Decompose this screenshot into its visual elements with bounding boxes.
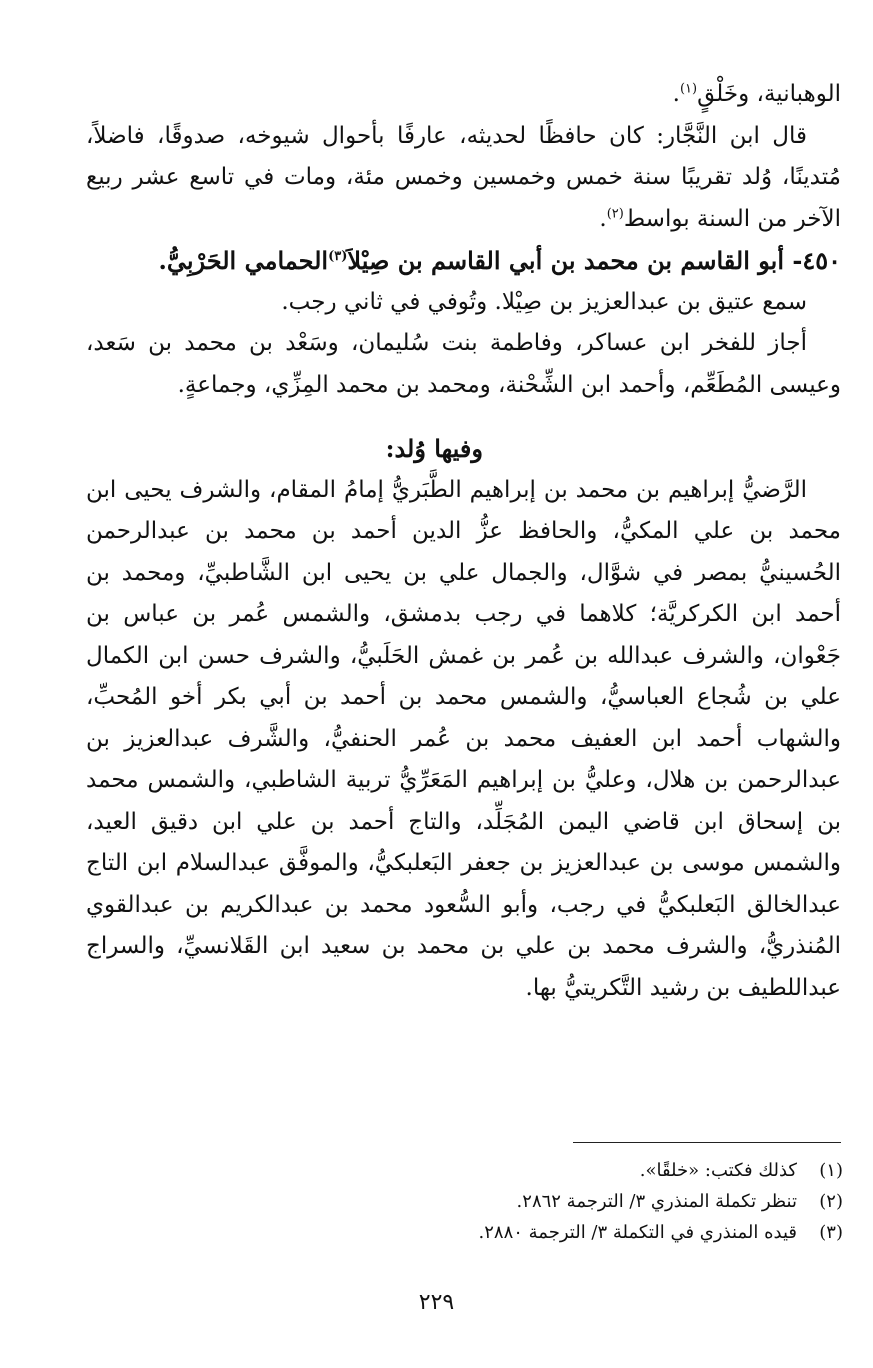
paragraph-1 [86,74,841,116]
footnote-number: (٣) [819,1222,843,1243]
footnote-text: قيده المنذري في التكملة ٣/ الترجمة ٢٨٨٠. [478,1222,797,1243]
footnotes [86,1155,843,1248]
footnote-text: كذلك فكتب: «خلقًا». [639,1160,797,1181]
section-heading: وفيها وُلد: [385,434,483,463]
footnote-2 [86,1186,843,1217]
footnote-ref-2: (٢) [606,205,624,221]
entry-name-part1: أبو القاسم بن محمد بن أبي القاسم بن صِيْلاَ [347,246,784,275]
paragraph-4: أجاز للفخر ابن عساكر، وفاطمة بنت سُليمان، وسَعْد بن محمد بن سَعد، وعيسى المُطَعِّم، وأحمد ابن الشِّحْنة، ومحمد بن محمد المِزِّي، وجماعةٍ. [86,330,841,398]
paragraph-2-text: قال ابن النَّجَّار: كان حافظًا لحديثه، عارفًا بأحوال شيوخه، صدوقًا، فاضلاً، مُتدينًا، وُلد تقريبًا سنة خمس وخمسين وخمس مئة، ومات في تاسع عشر ربيع الآخر من السنة بواسط [86,122,841,232]
paragraph-1-text: الوهبانية، وخَلْقٍ [697,81,841,107]
paragraph-2 [86,116,841,241]
footnote-ref-3: (٣) [328,249,348,264]
footnote-divider [573,1142,841,1143]
biography-entry-heading [86,240,841,282]
footnote-3 [86,1217,843,1248]
paragraph-1-end: . [672,81,680,107]
paragraph-2-end: . [599,205,607,232]
entry-name-part2: الحمامي الحَرْبِيُّ. [158,246,329,275]
footnote-number: (٢) [819,1191,843,1212]
paragraph-3: سمع عتيق بن عبدالعزيز بن صِيْلا. وتُوفي في ثاني رجب. [281,288,807,315]
entry-number: ٤٥٠- [792,246,841,275]
paragraph-5: الرَّضيُّ إبراهيم بن محمد بن إبراهيم الطَّبَريُّ إمامُ المقام، والشرف يحيى ابن محمد بن علي المكيُّ، والحافظ عزُّ الدين أحمد بن محمد بن عبدالرحمن الحُسينيُّ بمصر في شوَّال، والجمال علي بن يحيى ابن الشَّاطبيِّ، ومحمد بن أحمد ابن الكركريَّة؛ كلاهما في رجب بدمشق، والشمس عُمر بن عباس بن جَعْوان، والشرف عبدالله بن عُمر بن غمش الحَلَبيُّ، والشرف حسن ابن الكمال علي بن شُجاع العباسيُّ، والشمس محمد بن أحمد بن أبي بكر أخو المُحبِّ، والشهاب أحمد ابن العفيف محمد بن عُمر الحنفيُّ، والشَّرف عبدالعزيز بن عبدالرحمن بن هلال، وعليُّ بن إبراهيم المَعَرِّيُّ تربية الشاطبي، والشمس محمد بن إسحاق ابن قاضي اليمن المُجَلِّد، والتاج أحمد بن علي ابن دقيق العيد، والشمس موسى بن عبدالعزيز بن جعفر البَعلبكيُّ، والموفَّق عبدالسلام ابن التاج عبدالخالق البَعلبكيُّ في رجب، وأبو السُّعود محمد بن عبدالكريم بن عبدالقوي المُنذريُّ، والشرف محمد بن علي بن محمد بن سعيد ابن القَلانسيِّ، والسراج عبداللطيف بن رشيد التَّكريتيُّ بها. [86,476,841,1001]
footnote-text: تنظر تكملة المنذري ٣/ الترجمة ٢٨٦٢. [516,1191,797,1212]
footnote-1 [86,1155,843,1186]
footnote-ref-1: (١) [679,81,698,97]
page-number: ٢٢٩ [418,1290,455,1315]
main-text [86,74,841,1009]
footnote-number: (١) [819,1160,843,1181]
